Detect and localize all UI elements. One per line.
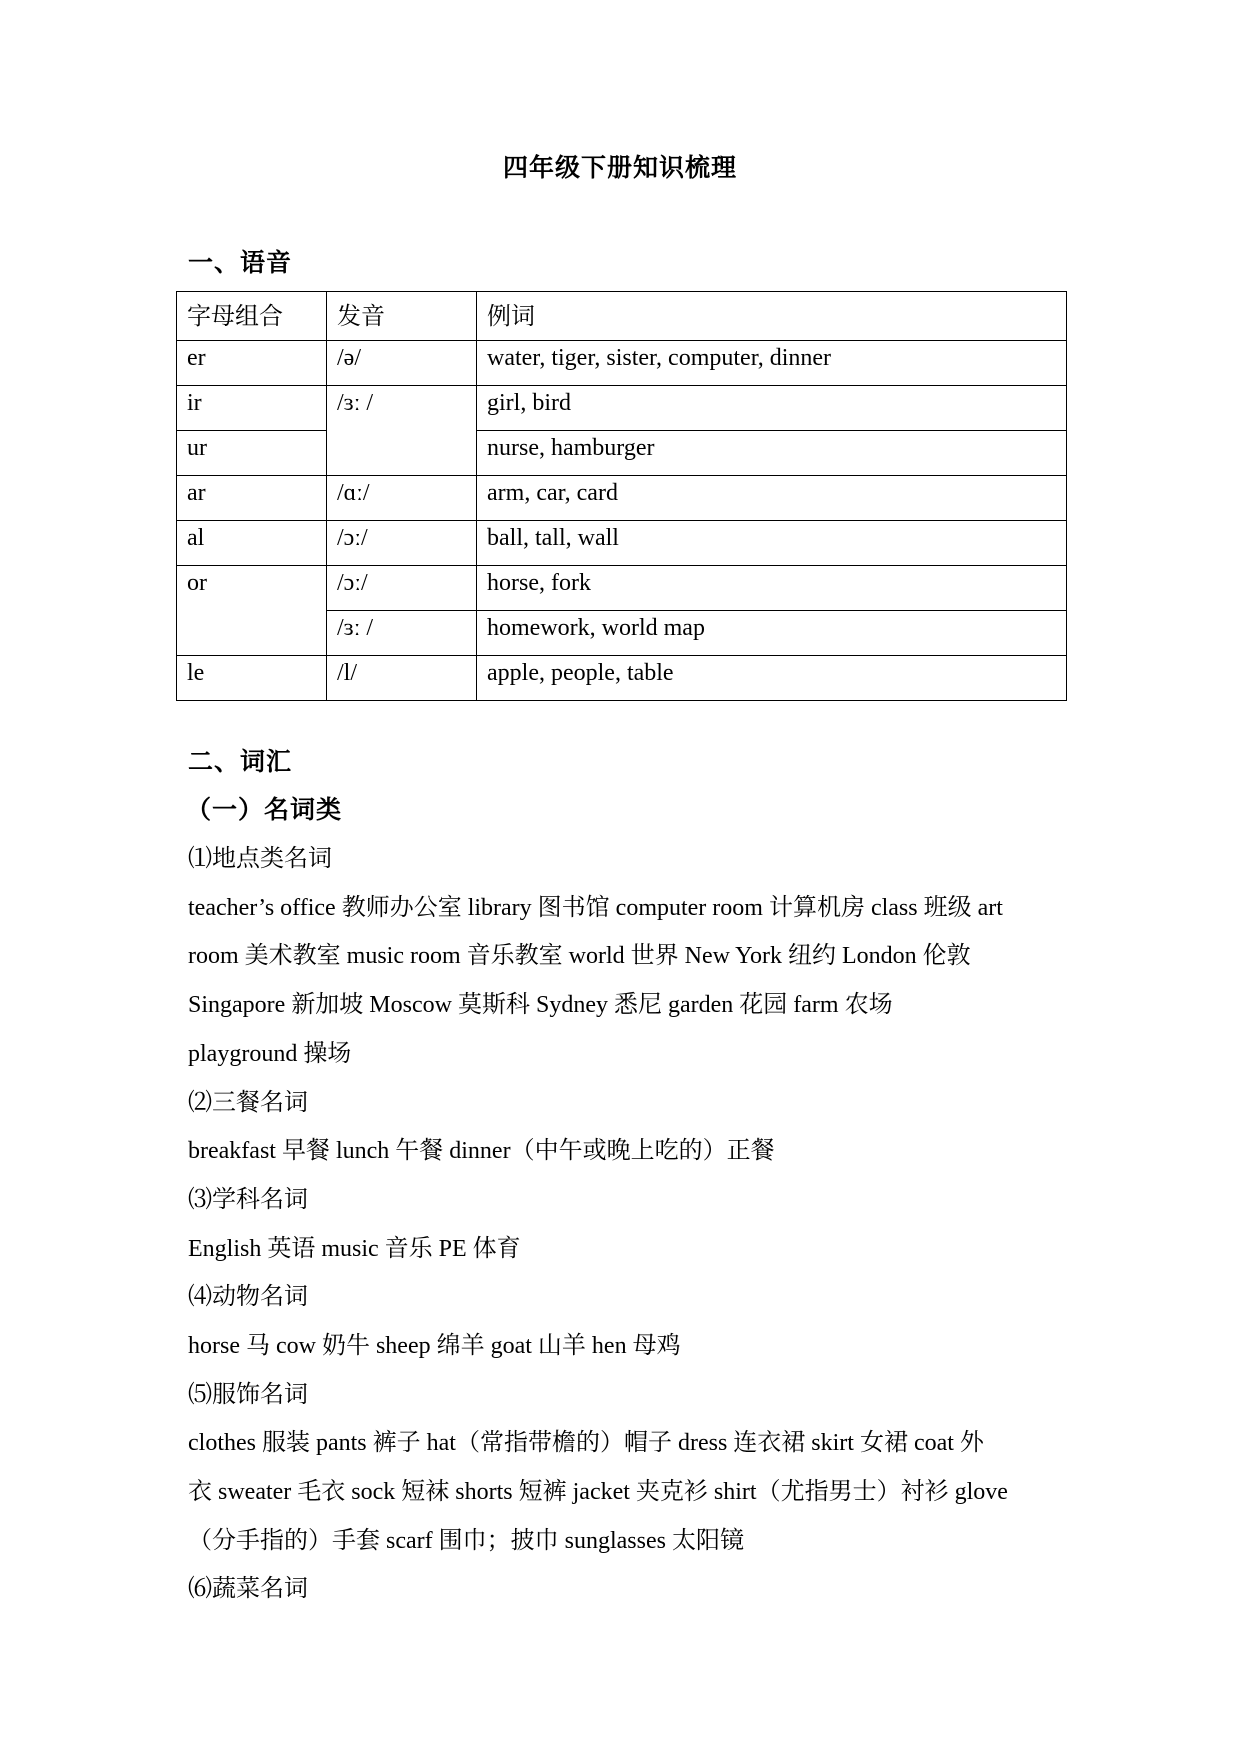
vocab-line: horse 马 cow 奶牛 sheep 绵羊 goat 山羊 hen 母鸡: [188, 1333, 681, 1359]
cell-combo: al: [177, 521, 327, 566]
vocab-line: room 美术教室 music room 音乐教室 world 世界 New York 纽约 London 伦敦: [188, 943, 971, 969]
cell-combo: or: [177, 566, 327, 656]
table-row: [177, 431, 1067, 476]
cell-examples: nurse, hamburger: [477, 431, 1067, 476]
cell-examples: horse, fork: [477, 566, 1067, 611]
cell-examples: girl, bird: [477, 386, 1067, 431]
cell-examples: arm, car, card: [477, 476, 1067, 521]
cell-combo: ir: [177, 386, 327, 431]
cell-sound: /ɜː /: [327, 386, 477, 476]
vocab-line: （分手指的）手套 scarf 围巾；披巾 sunglasses 太阳镜: [188, 1528, 744, 1554]
cell-sound: /ɔː/: [327, 566, 477, 611]
cell-sound: /ɑː/: [327, 476, 477, 521]
vocab-line: playground 操场: [188, 1041, 352, 1067]
header-letter-combination: 字母组合: [177, 292, 327, 341]
category-title-places: ⑴地点类名词: [188, 846, 332, 872]
table-row: [177, 476, 1067, 521]
vocab-line: clothes 服装 pants 裤子 hat（常指带檐的）帽子 dress 连衣裙 skirt 女裙 coat 外: [188, 1430, 984, 1456]
category-title-subjects: ⑶学科名词: [188, 1187, 308, 1213]
cell-sound: /ə/: [327, 341, 477, 386]
header-example-words: 例词: [477, 292, 1067, 341]
subheading-nouns: （一）名词类: [186, 797, 343, 824]
table-header-row: [177, 292, 1067, 341]
cell-combo: ur: [177, 431, 327, 476]
table-row: [177, 656, 1067, 701]
category-title-meals: ⑵三餐名词: [188, 1090, 308, 1116]
table-row: [177, 521, 1067, 566]
section-heading-vocabulary: 二、词汇: [188, 749, 293, 776]
cell-combo: le: [177, 656, 327, 701]
cell-examples: water, tiger, sister, computer, dinner: [477, 341, 1067, 386]
table-row: [177, 566, 1067, 611]
cell-sound: /ɜː /: [327, 611, 477, 656]
header-pronunciation: 发音: [327, 292, 477, 341]
cell-combo: er: [177, 341, 327, 386]
table-row: [177, 341, 1067, 386]
cell-sound: /ɔː/: [327, 521, 477, 566]
vocab-line: breakfast 早餐 lunch 午餐 dinner（中午或晚上吃的）正餐: [188, 1138, 775, 1164]
category-title-animals: ⑷动物名词: [188, 1284, 308, 1310]
category-title-clothing: ⑸服饰名词: [188, 1382, 308, 1408]
category-title-vegetables: ⑹蔬菜名词: [188, 1576, 308, 1602]
document-title: 四年级下册知识梳理: [502, 155, 737, 182]
cell-sound: /l/: [327, 656, 477, 701]
cell-examples: homework, world map: [477, 611, 1067, 656]
vocab-line: Singapore 新加坡 Moscow 莫斯科 Sydney 悉尼 garden 花园 farm 农场: [188, 992, 893, 1018]
vocab-line: English 英语 music 音乐 PE 体育: [188, 1236, 521, 1262]
section-heading-phonics: 一、语音: [188, 250, 293, 277]
cell-examples: ball, tall, wall: [477, 521, 1067, 566]
phonics-table: [176, 291, 1067, 701]
cell-combo: ar: [177, 476, 327, 521]
cell-examples: apple, people, table: [477, 656, 1067, 701]
vocab-line: 衣 sweater 毛衣 sock 短袜 shorts 短裤 jacket 夹克衫 shirt（尤指男士）衬衫 glove: [188, 1479, 1008, 1505]
vocab-line: teacher’s office 教师办公室 library 图书馆 computer room 计算机房 class 班级 art: [188, 895, 1003, 921]
table-row: [177, 386, 1067, 431]
